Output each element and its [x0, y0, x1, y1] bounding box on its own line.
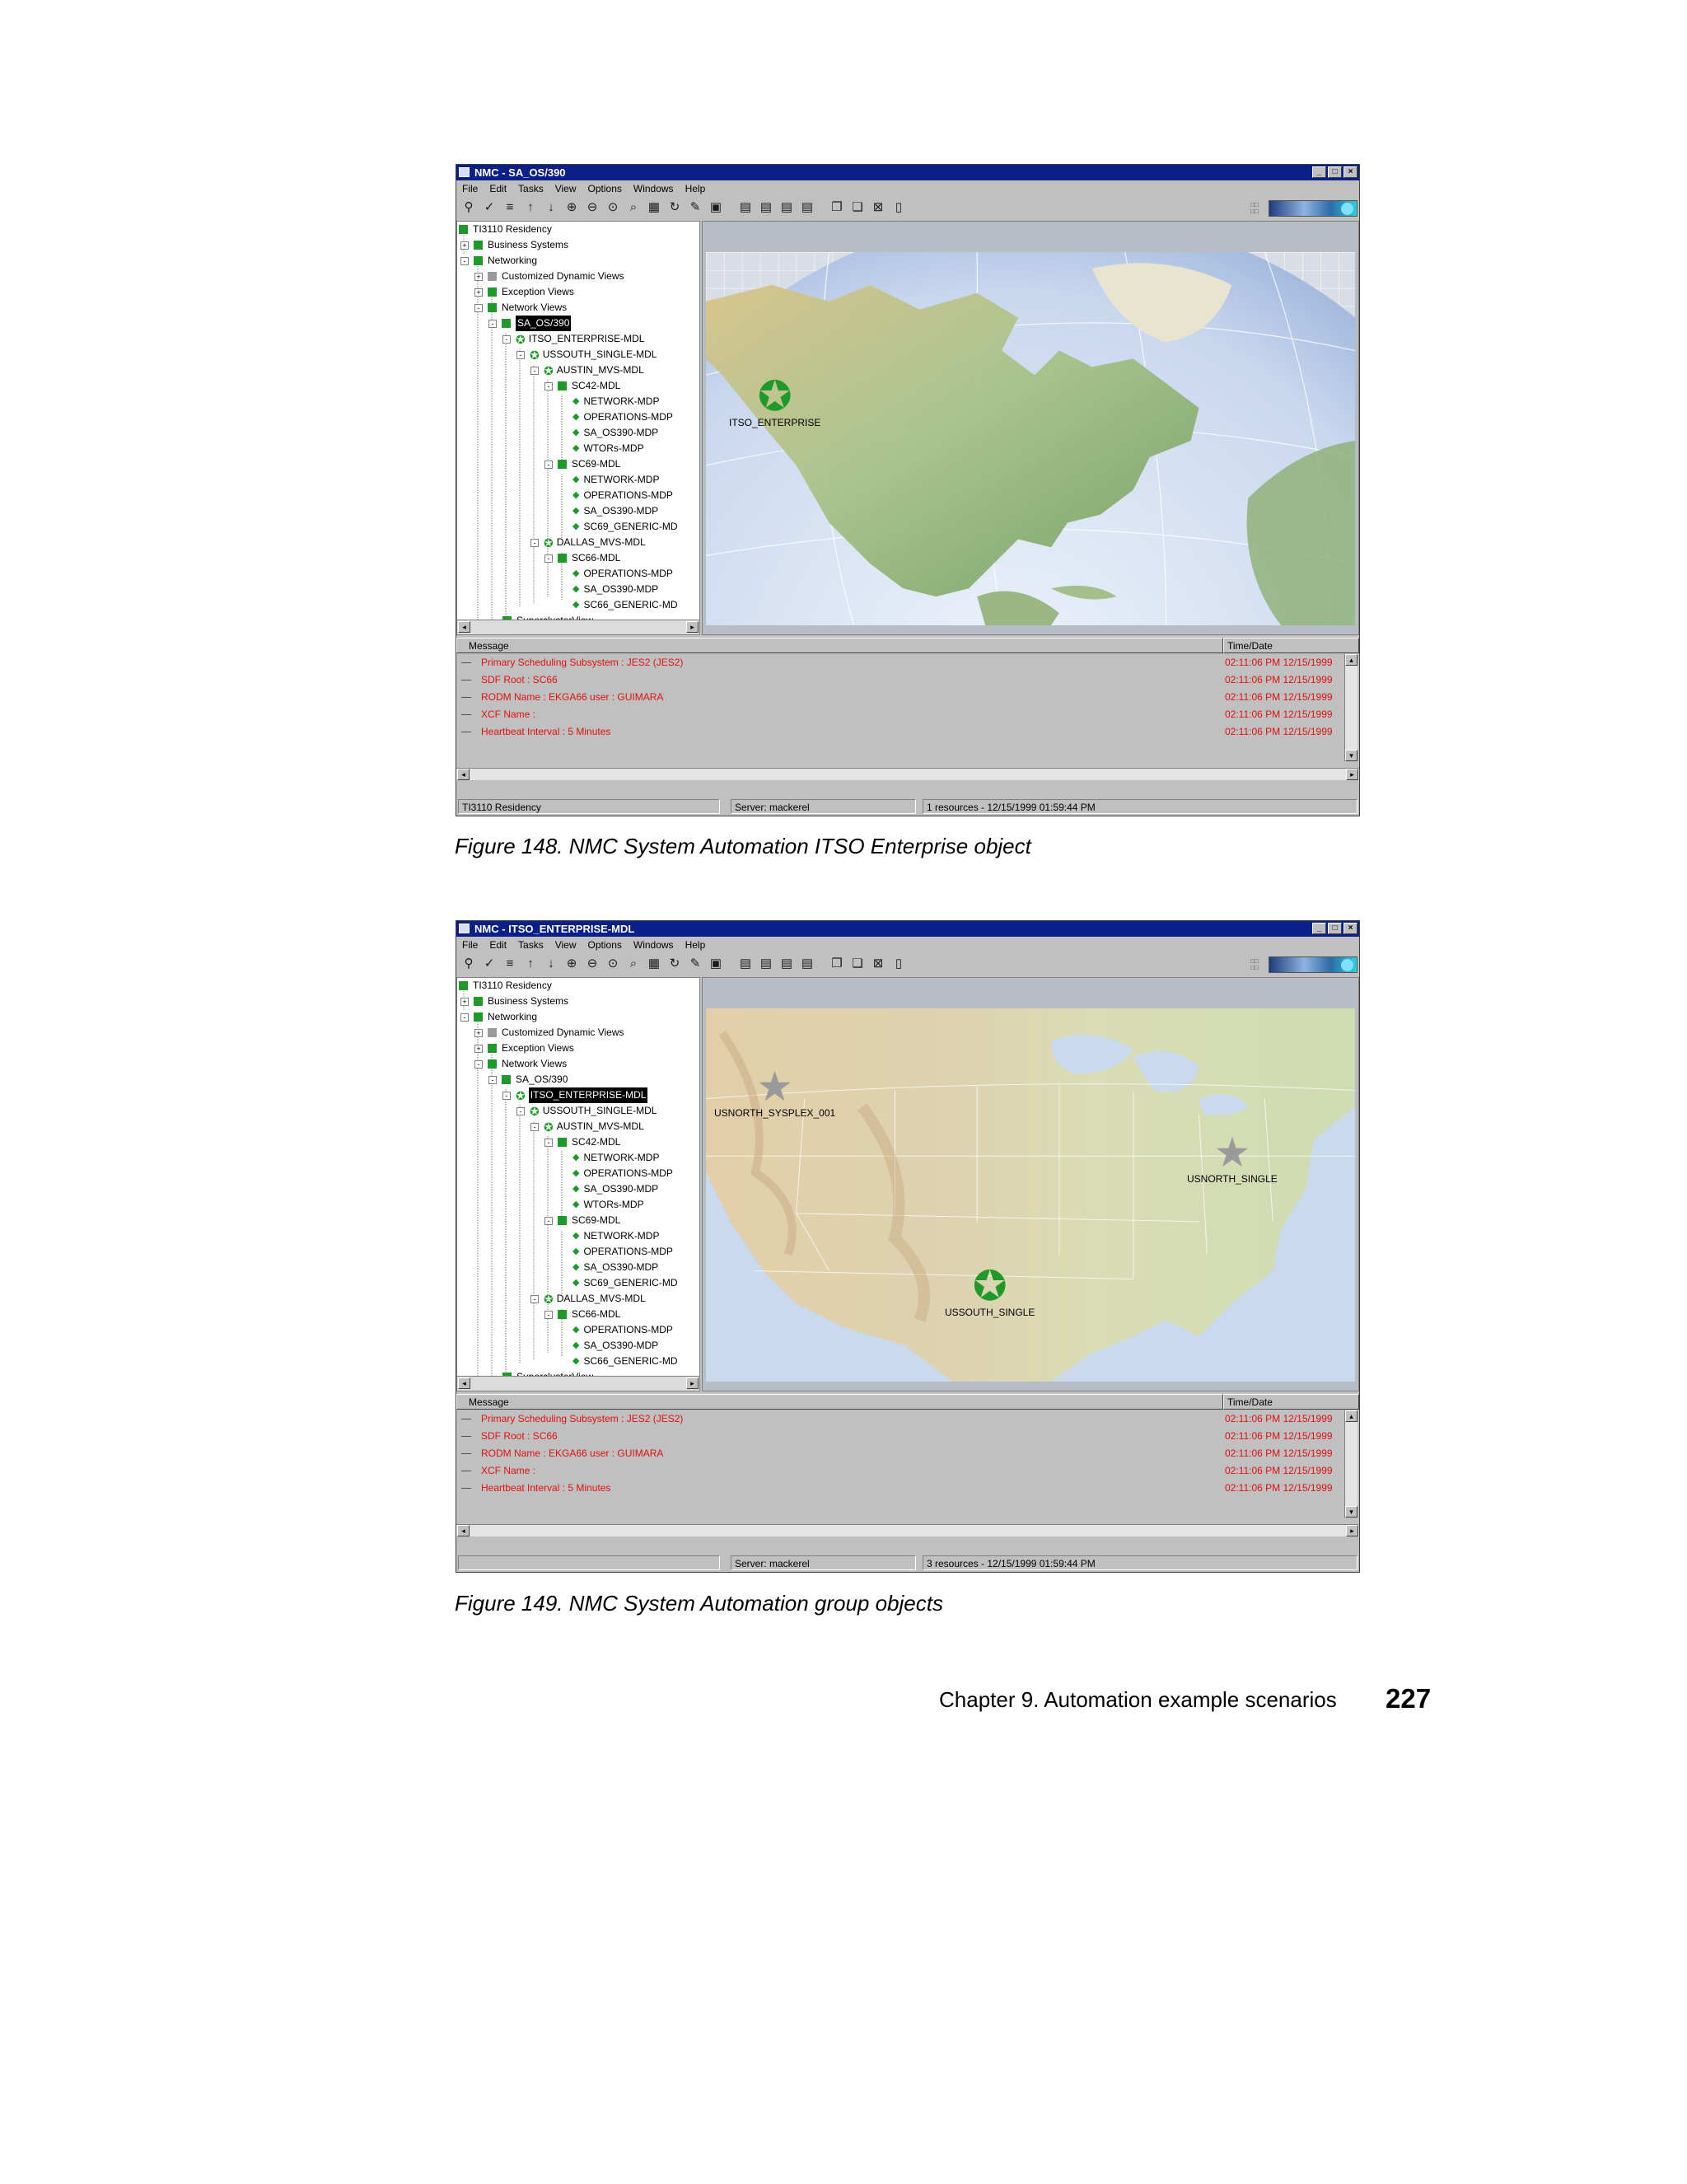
tree-item[interactable]: - Networking — [460, 253, 537, 269]
tree-item[interactable]: ◆ SA_OS390-MDP — [572, 1261, 659, 1273]
message-row[interactable]: SDF Root : SC66 02:11:06 PM 12/15/1999 — [456, 671, 1344, 688]
tree-item[interactable]: ◆ OPERATIONS-MDP — [572, 1324, 673, 1335]
menu-edit[interactable]: Edit — [489, 183, 507, 194]
scroll-up-icon[interactable]: ▴ — [1345, 654, 1358, 666]
tree-item[interactable]: ◆ OPERATIONS-MDP — [572, 1246, 673, 1257]
zoom-out-icon[interactable]: ⊖ — [586, 200, 598, 214]
message-vscrollbar[interactable] — [1344, 654, 1358, 761]
menu-bar — [456, 938, 1359, 952]
scroll-left-icon[interactable]: ◂ — [458, 1377, 470, 1389]
message-pane — [456, 638, 1359, 788]
chapter-footer: Chapter 9. Automation example scenarios — [939, 1687, 1337, 1712]
page-number: 227 — [1386, 1683, 1432, 1714]
menu-help[interactable]: Help — [685, 183, 706, 194]
map-object-itso-enterprise[interactable]: ✪ ITSO_ENTERPRISE — [729, 373, 821, 428]
arrow-up-icon[interactable]: ↑ — [527, 200, 534, 214]
view-toggle-icon[interactable]: □□ □□ — [1250, 201, 1259, 215]
nmc-window — [456, 920, 1360, 1573]
message-list — [456, 654, 1359, 769]
check-icon[interactable]: ✓ — [484, 956, 495, 970]
message-header — [456, 1394, 1359, 1410]
tree-item[interactable]: - SC69-MDL — [544, 1213, 620, 1228]
menu-options[interactable]: Options — [587, 939, 622, 951]
tree-item[interactable]: + Customized Dynamic Views — [474, 1025, 624, 1041]
tree-item[interactable]: ◆ WTORs-MDP — [572, 442, 644, 454]
status-bar — [456, 1554, 1359, 1572]
message-row[interactable]: Heartbeat Interval : 5 Minutes 02:11:06 PM 12/15/1999 — [456, 1480, 1344, 1496]
check-icon[interactable]: ✓ — [484, 200, 495, 214]
edit-icon[interactable]: ✎ — [689, 956, 701, 970]
single-star-icon: ★ — [1213, 1129, 1251, 1176]
title-bar — [456, 921, 1359, 937]
maximize-button[interactable]: □ — [1328, 166, 1342, 178]
tree-item[interactable]: - SC42-MDL — [544, 378, 620, 394]
tree-item[interactable]: ◆ OPERATIONS-MDP — [572, 1167, 673, 1179]
tree-item[interactable]: - ✪ USSOUTH_SINGLE-MDL — [516, 347, 657, 362]
menu-windows[interactable]: Windows — [633, 183, 674, 194]
tree-item[interactable]: ◆ WTORs-MDP — [572, 1199, 644, 1210]
status-context — [458, 1555, 720, 1570]
app-icon — [459, 167, 470, 177]
message-row[interactable]: Heartbeat Interval : 5 Minutes 02:11:06 PM 12/15/1999 — [456, 723, 1344, 740]
tree-item[interactable]: ◆ SA_OS390-MDP — [572, 1340, 659, 1351]
globe-map-image — [706, 252, 1355, 625]
message-hscrollbar[interactable] — [456, 768, 1359, 780]
tile-icon[interactable]: ❏ — [852, 200, 863, 214]
globe-control[interactable] — [1250, 955, 1358, 975]
toolbar — [456, 197, 1359, 218]
edit-icon[interactable]: ✎ — [689, 200, 701, 214]
arrow-down-icon[interactable]: ↓ — [548, 956, 554, 970]
ussouth-star-icon: ✪ — [972, 1263, 1007, 1309]
globe-control[interactable] — [1250, 199, 1358, 218]
status-resources: 1 resources - 12/15/1999 01:59:44 PM — [923, 799, 1358, 814]
message-list — [456, 1410, 1359, 1526]
tree-item[interactable]: - SC66-MDL — [544, 550, 620, 566]
menu-options[interactable]: Options — [587, 183, 622, 194]
tree-item[interactable]: - SC42-MDL — [544, 1134, 620, 1150]
window-b-icon[interactable]: ▤ — [759, 956, 773, 970]
nmc-window — [456, 164, 1360, 816]
tree-item[interactable]: - ✪ ITSO_ENTERPRISE-MDL — [502, 331, 644, 347]
tree-item[interactable]: ◆ OPERATIONS-MDP — [572, 411, 673, 423]
save-icon[interactable]: ▣ — [709, 200, 722, 214]
map-object-usnorth-single[interactable]: ★ USNORTH_SINGLE — [1187, 1129, 1278, 1185]
message-header — [456, 638, 1359, 653]
window-title: NMC - ITSO_ENTERPRISE-MDL — [474, 923, 635, 935]
zoom-fit-icon[interactable]: ⊙ — [607, 200, 619, 214]
window-b-icon[interactable]: ▤ — [759, 200, 773, 214]
figure-caption: Figure 149. NMC System Automation group objects — [455, 1591, 943, 1616]
tree-item[interactable]: - Networking — [460, 1009, 537, 1025]
message-row[interactable]: Primary Scheduling Subsystem : JES2 (JES2) 02:11:06 PM 12/15/1999 — [456, 654, 1344, 671]
list-icon[interactable]: ≡ — [506, 200, 514, 214]
status-server[interactable]: Server: mackerel — [731, 1555, 916, 1570]
message-column-header[interactable]: Message — [456, 638, 1223, 653]
tree-item[interactable]: ◆ NETWORK-MDP — [572, 395, 660, 407]
info-icon[interactable]: ▯ — [895, 956, 903, 970]
cascade-icon[interactable]: ❐ — [831, 956, 843, 970]
window-d-icon[interactable]: ▤ — [801, 956, 814, 970]
tree-item[interactable]: ◆ OPERATIONS-MDP — [572, 489, 673, 501]
tree-item[interactable]: - SA_OS/390 — [488, 1072, 568, 1087]
wand-icon[interactable]: ⚲ — [464, 200, 474, 214]
tree-item[interactable]: - Network Views — [474, 300, 567, 316]
wand-icon[interactable]: ⚲ — [464, 956, 474, 970]
message-row[interactable]: XCF Name : 02:11:06 PM 12/15/1999 — [456, 706, 1344, 723]
refresh-icon[interactable]: ↻ — [669, 200, 680, 214]
tree-item[interactable]: ◆ OPERATIONS-MDP — [572, 568, 673, 579]
view-toggle-icon[interactable]: □□ □□ — [1250, 957, 1259, 971]
tree-item[interactable]: ◆ NETWORK-MDP — [572, 1230, 660, 1242]
tree-item[interactable]: ◆ SC69_GENERIC-MD — [572, 1277, 678, 1288]
refresh-icon[interactable]: ↻ — [669, 956, 680, 970]
arrow-down-icon[interactable]: ↓ — [548, 200, 554, 214]
tree-hscrollbar[interactable] — [457, 620, 699, 634]
tree-item[interactable]: - ✪ AUSTIN_MVS-MDL — [530, 362, 644, 378]
menu-help[interactable]: Help — [685, 939, 706, 951]
cascade-icon[interactable]: ❐ — [831, 200, 843, 214]
tree-item[interactable]: ◆ SA_OS390-MDP — [572, 505, 659, 517]
window-c-icon[interactable]: ▤ — [780, 200, 793, 214]
us-map[interactable] — [706, 1008, 1355, 1382]
zoom-in-icon[interactable]: ⊕ — [566, 956, 577, 970]
tree-item[interactable]: - SC69-MDL — [544, 456, 620, 472]
message-row[interactable]: RODM Name : EKGA66 user : GUIMARA 02:11:06 PM 12/15/1999 — [456, 689, 1344, 705]
tree-item[interactable]: + Exception Views — [474, 284, 574, 300]
zoom-fit-icon[interactable]: ⊙ — [607, 956, 619, 970]
tree-item[interactable]: ◆ SA_OS390-MDP — [572, 1183, 659, 1195]
message-row[interactable]: XCF Name : 02:11:06 PM 12/15/1999 — [456, 1462, 1344, 1479]
minimize-button[interactable]: _ — [1312, 923, 1326, 934]
tree-item[interactable]: + Exception Views — [474, 1041, 574, 1056]
search-icon[interactable]: ⌕ — [629, 200, 638, 214]
window-d-icon[interactable]: ▤ — [801, 200, 814, 214]
status-server[interactable]: Server: mackerel — [731, 799, 916, 814]
tree-item[interactable]: ◆ SC66_GENERIC-MD — [572, 599, 678, 610]
minimize-button[interactable]: _ — [1312, 166, 1326, 178]
scroll-down-icon[interactable]: ▾ — [1345, 750, 1358, 761]
tree-pane — [456, 977, 700, 1391]
grid-icon[interactable]: ▦ — [647, 956, 661, 970]
title-bar — [456, 165, 1359, 180]
tree-item[interactable]: + Business Systems — [460, 994, 568, 1009]
info-icon[interactable]: ▯ — [895, 200, 903, 214]
tile-icon[interactable]: ❏ — [852, 956, 863, 970]
tree-item[interactable]: - ✪ USSOUTH_SINGLE-MDL — [516, 1103, 657, 1119]
window-c-icon[interactable]: ▤ — [780, 956, 793, 970]
map-pane — [702, 221, 1359, 635]
app-icon — [459, 924, 470, 933]
scroll-down-icon[interactable]: ▾ — [1345, 1506, 1358, 1518]
menu-view[interactable]: View — [554, 939, 577, 951]
sysplex-star-icon: ★ — [756, 1064, 793, 1110]
tree-item[interactable]: - ✪ DALLAS_MVS-MDL — [530, 535, 646, 550]
menu-bar — [456, 181, 1359, 196]
tree-item[interactable]: TI3110 Residency — [459, 978, 552, 994]
globe-icon[interactable] — [1269, 200, 1358, 217]
arrow-up-icon[interactable]: ↑ — [527, 956, 534, 970]
tree-item[interactable]: - Network Views — [474, 1056, 567, 1072]
menu-file[interactable]: File — [462, 939, 479, 951]
message-hscrollbar[interactable] — [456, 1524, 1359, 1536]
message-column-header[interactable]: Message — [456, 1394, 1223, 1410]
scroll-right-icon[interactable]: ▸ — [1346, 1525, 1358, 1536]
menu-windows[interactable]: Windows — [633, 939, 674, 951]
tree-item[interactable]: + Customized Dynamic Views — [474, 269, 624, 284]
tree-pane — [456, 221, 700, 635]
scroll-left-icon[interactable]: ◂ — [457, 1525, 470, 1536]
close-window-icon[interactable]: ⊠ — [872, 956, 884, 970]
scroll-right-icon[interactable]: ▸ — [686, 1377, 699, 1389]
message-vscrollbar[interactable] — [1344, 1410, 1358, 1518]
world-map[interactable] — [706, 252, 1355, 625]
tree-item[interactable]: - ✪ AUSTIN_MVS-MDL — [530, 1119, 644, 1134]
scroll-left-icon[interactable]: ◂ — [457, 769, 470, 780]
menu-edit[interactable]: Edit — [489, 939, 507, 951]
zoom-out-icon[interactable]: ⊖ — [586, 956, 598, 970]
message-pane — [456, 1394, 1359, 1544]
enterprise-star-icon: ✪ — [757, 373, 792, 419]
tree-item[interactable]: ◆ SA_OS390-MDP — [572, 583, 659, 595]
tree-item[interactable]: ◆ NETWORK-MDP — [572, 474, 660, 485]
scroll-left-icon[interactable]: ◂ — [458, 621, 470, 633]
time-column-header[interactable]: Time/Date — [1223, 638, 1359, 653]
window-title: NMC - SA_OS/390 — [474, 166, 566, 179]
message-row[interactable]: SDF Root : SC66 02:11:06 PM 12/15/1999 — [456, 1428, 1344, 1444]
time-column-header[interactable]: Time/Date — [1223, 1394, 1359, 1410]
map-object-usnorth-sysplex[interactable]: ★ USNORTH_SYSPLEX_001 — [714, 1064, 836, 1119]
tree-item[interactable]: - SC66-MDL — [544, 1307, 620, 1322]
close-window-icon[interactable]: ⊠ — [872, 200, 884, 214]
message-row[interactable]: RODM Name : EKGA66 user : GUIMARA 02:11:06 PM 12/15/1999 — [456, 1445, 1344, 1461]
tree-item-selected[interactable]: - ✪ ITSO_ENTERPRISE-MDL — [502, 1087, 647, 1103]
map-pane — [702, 977, 1359, 1391]
toolbar — [456, 953, 1359, 975]
tree-hscrollbar[interactable] — [457, 1376, 699, 1391]
status-bar — [456, 797, 1359, 816]
figure-caption: Figure 148. NMC System Automation ITSO Enterprise object — [455, 834, 1031, 858]
tree-item[interactable]: TI3110 Residency — [459, 222, 552, 237]
tree-item[interactable]: + Business Systems — [460, 237, 568, 253]
window-a-icon[interactable]: ▤ — [739, 200, 752, 214]
scroll-right-icon[interactable]: ▸ — [686, 621, 699, 633]
tree-item[interactable]: ◆ SC69_GENERIC-MD — [572, 521, 678, 532]
zoom-in-icon[interactable]: ⊕ — [566, 200, 577, 214]
menu-view[interactable]: View — [554, 183, 577, 194]
close-button[interactable]: × — [1344, 166, 1358, 178]
menu-file[interactable]: File — [462, 183, 479, 194]
map-object-ussouth-single[interactable]: ✪ USSOUTH_SINGLE — [945, 1263, 1035, 1318]
tree-item[interactable]: ◆ SC66_GENERIC-MD — [572, 1355, 678, 1367]
save-icon[interactable]: ▣ — [709, 956, 722, 970]
close-button[interactable]: × — [1344, 923, 1358, 934]
tree-item-selected[interactable]: - SA_OS/390 — [488, 316, 571, 331]
maximize-button[interactable]: □ — [1328, 923, 1342, 934]
grid-icon[interactable]: ▦ — [647, 200, 661, 214]
scroll-up-icon[interactable]: ▴ — [1345, 1410, 1358, 1422]
menu-tasks[interactable]: Tasks — [518, 183, 544, 194]
scroll-right-icon[interactable]: ▸ — [1346, 769, 1358, 780]
globe-icon[interactable] — [1269, 956, 1358, 973]
us-map-image — [706, 1008, 1355, 1382]
list-icon[interactable]: ≡ — [506, 956, 514, 970]
message-row[interactable]: Primary Scheduling Subsystem : JES2 (JES2) 02:11:06 PM 12/15/1999 — [456, 1410, 1344, 1427]
search-icon[interactable]: ⌕ — [629, 956, 638, 970]
status-resources: 3 resources - 12/15/1999 01:59:44 PM — [923, 1555, 1358, 1570]
tree-item[interactable]: - ✪ DALLAS_MVS-MDL — [530, 1291, 646, 1307]
tree-item[interactable]: ◆ SA_OS390-MDP — [572, 427, 659, 438]
tree-item[interactable]: ◆ NETWORK-MDP — [572, 1152, 660, 1163]
menu-tasks[interactable]: Tasks — [518, 939, 544, 951]
window-a-icon[interactable]: ▤ — [739, 956, 752, 970]
status-context: TI3110 Residency — [458, 799, 720, 814]
